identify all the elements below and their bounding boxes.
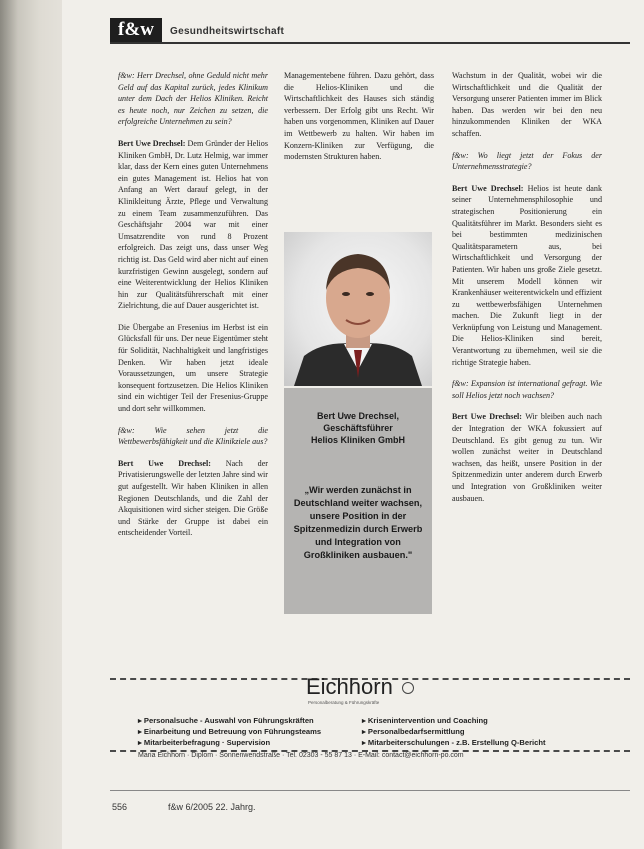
ad-service-item: ▸ Mitarbeiterschulungen - z.B. Erstellung Q-Bericht: [362, 738, 546, 747]
person-name: Bert Uwe Drechsel,: [316, 411, 400, 421]
ad-service-item: ▸ Mitarbeiterbefragung · Supervision: [138, 738, 271, 747]
pull-quote-box: [284, 388, 432, 614]
ad-service-item: ▸ Personalsuche - Auswahl von Führungskräften: [138, 716, 314, 725]
question-3: f&w: Wo liegt jetzt der Fokus der Unternehmensstrategie?: [452, 150, 602, 172]
footer-rule: [110, 790, 630, 791]
question-1: f&w: Herr Drechsel, ohne Geduld nicht mehr Geld auf das Kapital zurück, jedes Klinikum unter dem Dach der Helios Kliniken. Reicht es heute noch, nur Zeichen zu setzen, die erfolgreiche Unternehmen zu sein?: [118, 71, 268, 127]
answer-1: [118, 138, 268, 312]
advertisement: [110, 666, 630, 766]
answer-3: [452, 183, 602, 369]
pull-quote: „Wir werden zunächst in Deutschland weiter wachsen, unsere Position in der Spitzenmedizin durch Erwerb und Integration von Großkliniken ausbauen.": [293, 485, 423, 560]
answer-4-text: Wir bleiben auch nach der Integration der WKA fokussiert auf Deutschland. Es gibt genug zu tun. Wir wollen zunächst weiter in Deutschland wachsen, das heißt, unsere Position in der Spitzenmedizin unter anderem durch Erwerb und Integration von Großkliniken weiter ausbauen.: [452, 412, 602, 503]
ad-logo: [298, 672, 418, 704]
person-role: Geschäftsführer: [323, 423, 393, 433]
portrait-photo: [284, 232, 432, 386]
speaker-label: Bert Uwe Drechsel:: [452, 183, 524, 193]
portrait-illustration: [284, 232, 432, 386]
answer-2: [118, 458, 268, 539]
speaker-label: Bert Uwe Drechsel:: [452, 412, 522, 422]
answer-1-text: Dem Gründer der Helios Kliniken GmbH, Dr. Lutz Helmig, war immer klar, dass der Kern eines guten Unternehmens ein gutes Management ist. Helios hat von Anfang an Wert darauf gelegt, in der Klinikleitung Ärzte, Pflege und Verwaltung zu einem Team zusammenzuführen. Das Geschäftsjahr 2004 war mit einer Umsatzrendite von rund 8 Prozent erfolgreich. Das zeigt uns, dass unser Weg richtig ist. Das Geld wird aber nicht auf einen kurzfristigen Gewinn ausgelegt, sondern auf eine Weiterentwicklung der Helios Kliniken hin zur Qualitätsführerschaft mit einer Zielrichtung, die auf Dauer ausgerichtet ist.: [118, 138, 268, 311]
book-spine: [0, 0, 62, 849]
answer-1b: Die Übergabe an Fresenius im Herbst ist ein Glücksfall für uns. Der neue Eigentümer steht für Solidität, Nachhaltigkeit und langfristiges Denken. Wir haben jetzt ideale Voraussetzungen, um unsere Strategie konsequent fortzusetzen. Die Helios Kliniken sind ein wichtiger Teil der Fresenius-Gruppe und dort sehr willkommen.: [118, 322, 268, 414]
ad-tagline: Personalberatung & Führungskräfte: [308, 700, 380, 705]
ad-brand: Eichhorn: [306, 674, 393, 699]
person-organization: Helios Kliniken GmbH: [310, 435, 406, 445]
page-number: 556: [112, 802, 128, 812]
speaker-label: Bert Uwe Drechsel:: [118, 458, 211, 468]
ad-logo-mark: [402, 682, 414, 694]
ad-service-item: ▸ Personalbedarfsermittlung: [362, 727, 465, 736]
answer-2-text: Nach der Privatisierungswelle der letzten Jahre sind wir gut aufgestellt. Wir haben Kliniken in allen Regionen Deutschlands, und die Zahl der Akquisitionen wird sicher steigen. Die Größe und Stärke der Gruppe ist dabei ein entscheidender Vorteil.: [118, 458, 268, 538]
question-4: f&w: Expansion ist international gefragt. Wie soll Helios jetzt noch wachsen?: [452, 379, 602, 400]
ad-service-item: ▸ Krisenintervention und Coaching: [362, 716, 488, 725]
article-column-1: [118, 70, 268, 630]
answer-3-text: Helios ist heute dank seiner Unternehmensphilosophie und strategischen Positionierung ein Qualitätsführer im Markt. Besonders sieht es bei bestimmten medizinischen Qualitätsparametern aus, bei Wirtschaftlichkeit und Versorgung der Patienten. Wir haben uns große Ziele gesetzt. Mit unserem Modell können wir Krankenhäuser weiterentwickeln und effizient zu wettbewerbsfähigen Unternehmen machen. Die Zukunft liegt in der Verknüpfung von Leistung und Management. Die Helios-Kliniken sind bereit, Verantwortung zu übernehmen, weil sie die richtige Strategie haben.: [452, 183, 602, 367]
ad-contact: Maria Eichhorn · Diplom · Sonnenwendstraße · Tel. 02303 - 55 87 13 · E-Mail: contact@eichhorn-po.com: [138, 752, 464, 759]
question-2: f&w: Wie sehen jetzt die Wettbewerbsfähigkeit und die Klinikziele aus?: [118, 425, 268, 447]
column-3-text: Wachstum in der Qualität, wobei wir die Wirtschaftlichkeit und die Qualität der Versorgung unserer Patienten immer im Blick haben. Das werden wir bei den neu hinzukommenden Kliniken der WKA schaffen.: [452, 71, 602, 138]
section-rubric: Gesundheitswirtschaft: [170, 26, 285, 37]
article-column-2: [284, 70, 434, 190]
header-rule: [110, 42, 630, 44]
answer-4: [452, 411, 602, 504]
ad-service-item: ▸ Einarbeitung und Betreuung von Führungsteams: [138, 727, 322, 736]
magazine-logo: f&w: [110, 18, 162, 42]
speaker-label: Bert Uwe Drechsel:: [118, 138, 186, 148]
article-column-3: [452, 70, 602, 630]
issue-info: f&w 6/2005 22. Jahrg.: [168, 802, 256, 812]
column-2-text: Managementebene führen. Dazu gehört, dass die Helios-Kliniken und die Wirtschaftlichkeit des Hauses sich ständig verbessern. Der Erfolg gibt uns Recht. Wir haben uns vorgenommen, Kliniken auf Dauer im Wettbewerb zu halten. Wir haben im Konzern-Kliniken zur Verfügung, die modernsten Strukturen haben.: [284, 71, 434, 162]
